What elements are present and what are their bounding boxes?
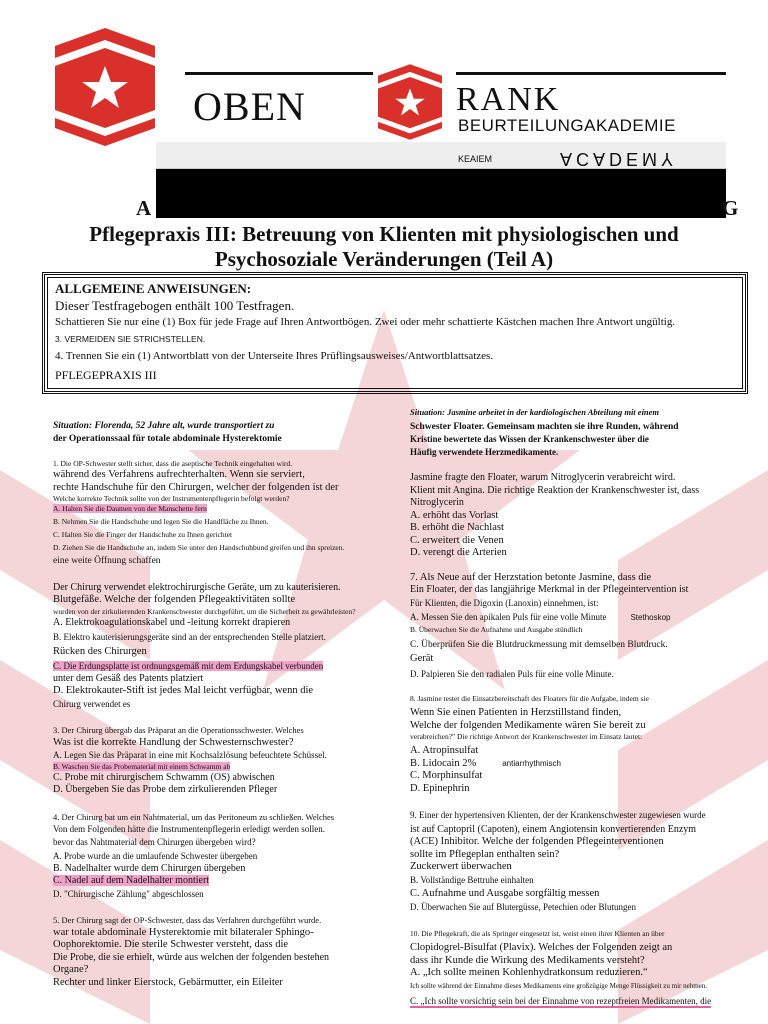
q1-option-b: B. Nehmen Sie die Handschuhe und legen Sie die Handfläche zu Ihnen. xyxy=(53,517,269,526)
q6-option-b: B. erhöht die Nachlast xyxy=(410,522,504,533)
q8-option-a: A. Atropinsulfat xyxy=(410,745,479,756)
q5-option-a: Rechter und linker Eierstock, Gebärmutter, ein Eileiter xyxy=(53,976,283,988)
q7-option-c: C. Überprüfen Sie die Blutdruckmessung mit demselben Blutdruck. xyxy=(410,639,668,650)
q9-option-c: C. Aufnahme und Ausgabe sorgfältig messen xyxy=(410,888,600,899)
situation-2-line1: Situation: Jasmine arbeitet in der kardiologischen Abteilung mit einem xyxy=(410,407,660,417)
instructions-line5: PFLEGEPRAXIS III xyxy=(55,368,157,382)
instructions-line2: Schattieren Sie nur eine (1) Box für jede Frage auf Ihren Antwortbögen. Zwei oder mehr schattierte Kästchen machen Ihre Antwort ungültig. xyxy=(55,316,676,328)
q9-stem-line3: (ACE) Inhibitor. Welche der folgenden Pflegeinterventionen xyxy=(410,836,664,847)
answer-highlight: B. Waschen Sie das Probematerial mit einem Schwamm ab xyxy=(53,761,231,771)
q8-option-c: C. Morphinsulfat xyxy=(410,770,483,781)
q3-option-a: A. Legen Sie das Präparat in eine mit Kochsalzlösung befeuchtete Schüssel. xyxy=(53,750,327,760)
q2-option-b: B. Elektro kauterisierungsgeräte sind an der entsprechenden Stelle platziert. xyxy=(53,632,326,642)
q1-option-c: C. Halten Sie die Finger der Handschuhe zu Ihnen gerichtet xyxy=(53,530,233,539)
q7-stem-line3: Für Klienten, die Digoxin (Lanoxin) einnehmen, ist: xyxy=(410,597,599,608)
q5-stem-line5: Organe? xyxy=(53,964,89,975)
q4-option-b: B. Nadelhalter wurde dem Chirurgen übergeben xyxy=(53,862,246,874)
q3-stem-line2: Was ist die korrekte Handlung der Schwesternschwester? xyxy=(53,736,294,748)
situation-2-line3: Kristine bewertete das Wissen der Krankenschwester über die xyxy=(410,434,649,444)
chevron-star-logo-right xyxy=(378,64,442,140)
q6-option-a: A. erhöht das Vorlast xyxy=(410,509,499,521)
q10-stem-line2: Clopidogrel-Bisulfat (Plavix). Welches der Folgenden zeigt an xyxy=(410,942,673,953)
q7-option-c-cont: Gerät xyxy=(410,653,434,664)
q10-stem-line3: dass ihr Kunde die Wirkung des Medikaments versteht? xyxy=(410,954,645,966)
q5-stem-line2: war totale abdominale Hysterektomie mit bilateraler Sphingo- xyxy=(53,926,314,938)
instructions-line1: Dieser Testfragebogen enthält 100 Testfragen. xyxy=(55,298,295,313)
situation-1-line2: der Operationssaal für totale abdominale Hysterektomie xyxy=(53,433,282,444)
q2-stem-line1: Der Chirurg verwendet elektrochirurgische Geräte, um zu kauterisieren. xyxy=(53,581,341,593)
q8-stem-line2: Wenn Sie einen Patienten in Herzstillstand finden, xyxy=(410,707,622,718)
q4-stem-line3: bevor das Nahtmaterial dem Chirurgen übergeben wird? xyxy=(53,836,256,847)
q9-option-d: D. Überwachen Sie auf Blutergüsse, Petechien oder Blutungen xyxy=(410,901,637,912)
q7-option-a xyxy=(410,611,722,625)
q10-option-c xyxy=(410,995,722,1008)
q1-stem-line4: Welche korrekte Technik sollte von der Instrumentenpflegerin befolgt werden? xyxy=(53,494,290,503)
logo-text-right: RANK xyxy=(456,72,726,123)
q3-option-c: C. Probe mit chirurgischem Schwamm (OS) abwischen xyxy=(53,771,275,783)
q3-option-b xyxy=(53,762,363,772)
q10-option-a: A. „Ich sollte meinen Kohlenhydratkonsum reduzieren.“ xyxy=(410,967,648,978)
q8-option-d: D. Epinephrin xyxy=(410,782,470,794)
q6-stem-line2: Klient mit Angina. Die richtige Reaktion der Krankenschwester ist, dass xyxy=(410,484,700,496)
chevron-star-logo-left xyxy=(55,28,155,146)
q8-option-b-text: B. Lidocain 2% xyxy=(410,757,477,769)
q6-option-d: D. verengt die Arterien xyxy=(410,547,507,558)
small-label: KEAIEM xyxy=(458,154,493,164)
q2-stem-line2: Blutgefäße. Welche der folgenden Pflegeaktivitäten sollte xyxy=(53,594,296,605)
q4-stem-line1: 4. Der Chirurg bat um ein Nahtmaterial, um das Peritoneum zu schließen. Welches xyxy=(53,811,335,822)
logo-text-left: OBEN xyxy=(185,72,373,139)
q1-option-d: D. Ziehen Sie die Handschuhe an, indem Sie unter den Handschuhbund greifen und ihn spreizen. xyxy=(53,543,345,552)
q8-stem-line3: Welche der folgenden Medikamente wären Sie bereit zu xyxy=(410,719,646,731)
q1-option-a xyxy=(53,504,363,514)
q1-stem-line3: rechte Handschuhe für den Chirurgen, welcher der folgenden ist der xyxy=(53,481,339,493)
q4-option-c xyxy=(53,875,363,888)
q10-stem-line1: 10. Die Pflegekraft, die als Springer eingesetzt ist, weist einen ihrer Klienten an über xyxy=(410,929,665,938)
q2-option-d: D. Elektrokauter-Stift ist jedes Mal leicht verfügbar, wenn die xyxy=(53,685,314,696)
q9-stem-line1: 9. Einer der hypertensiven Klienten, der der Krankenschwester zugewiesen wurde xyxy=(410,810,706,820)
q7-option-b: B. Überwachen Sie die Aufnahme und Ausgabe stündlich xyxy=(410,624,583,634)
q2-option-a: A. Elektrokoagulationskabel und -leitung korrekt drapieren xyxy=(53,616,291,628)
answer-highlight: A. Halten Sie die Daumen von der Manschette fern xyxy=(53,504,207,513)
answer-underline: C. „Ich sollte vorsichtig sein bei der Einnahme von rezeptfreien Medikamenten, die xyxy=(410,996,712,1006)
situation-1-line1: Situation: Florenda, 52 Jahre alt, wurde transportiert zu xyxy=(53,421,275,431)
title-fragment-right: G xyxy=(722,196,739,220)
page-title-line2: Pflegepraxis III: Betreuung von Klienten mit physiologischen und xyxy=(89,222,679,246)
q6-option-c: C. erweitert die Venen xyxy=(410,534,504,546)
instructions-line4: 4. Trennen Sie ein (1) Antwortblatt von der Unterseite Ihres Prüflingsausweises/Antwortblattsatzes. xyxy=(55,350,494,362)
general-instructions-box xyxy=(42,272,748,394)
situation-2-line4: Häufig verwendete Herzmedikamente. xyxy=(410,446,559,457)
q5-stem-line3: Oophorektomie. Die sterile Schwester versteht, dass die xyxy=(53,939,289,950)
mirrored-academy-text: ACADEMY xyxy=(560,149,678,169)
answer-highlight: C. Die Erdungsplatte ist ordnungsgemäß mit dem Erdungskabel verbunden xyxy=(53,661,324,671)
title-fragment-left: A xyxy=(136,196,152,220)
q5-stem-line4: Die Probe, die sie erhielt, würde aus welchen der folgenden bestehen xyxy=(53,951,330,963)
q7-stem-line1: 7. Als Neue auf der Herzstation betonte Jasmine, dass die xyxy=(410,571,652,583)
q9-stem-line2: ist auf Captopril (Capoten), einem Angiotensin konvertierenden Enzym xyxy=(410,823,697,835)
q10-option-b: Ich sollte während der Einnahme dieses Medikaments eine großzügige Menge Flüssigkeit zu mir nehmen. xyxy=(410,981,708,990)
q9-option-b: B. Vollständige Bettruhe einhalten xyxy=(410,874,534,885)
page-title-line3: Psychosoziale Veränderungen (Teil A) xyxy=(214,247,554,271)
instructions-heading: ALLGEMEINE ANWEISUNGEN: xyxy=(55,281,252,296)
situation-2-line2: Schwester Floater. Gemeinsam machten sie ihre Runden, während xyxy=(410,421,679,432)
q2-stem-line3: wurden von der zirkulierenden Krankenschwester durchgeführt, um die Sicherheit zu gewährleisten? xyxy=(53,606,356,616)
q1-stem-line1: 1. Die OP-Schwester stellt sicher, dass die aseptische Technik eingehalten wird. xyxy=(53,459,293,468)
q4-option-a: A. Probe wurde an die umlaufende Schwester übergeben xyxy=(53,851,258,861)
q1-option-d-cont: eine weite Öffnung schaffen xyxy=(53,556,161,566)
instructions-line3: 3. VERMEIDEN SIE STRICHSTELLEN. xyxy=(55,334,206,344)
handwritten-note-antiarrhythmisch: antiarrhythmisch xyxy=(502,758,561,768)
handwritten-note-stethoskop: Stethoskop xyxy=(630,613,671,622)
q9-stem-line4: sollte im Pflegeplan enthalten sein? xyxy=(410,848,560,860)
q4-option-d: D. "Chirurgische Zählung" abgeschlossen xyxy=(53,888,204,899)
q6-stem-line3: Nitroglycerin xyxy=(410,497,464,508)
left-column xyxy=(53,420,363,989)
q9-option-a: Zuckerwert überwachen xyxy=(410,861,512,872)
q6-stem-line1: Jasmine fragte den Floater, warum Nitroglycerin verabreicht wird. xyxy=(410,472,676,483)
q7-stem-line2: Ein Floater, der das langjährige Merkmal in der Pflegeintervention ist xyxy=(410,584,689,595)
q8-option-b xyxy=(410,758,722,771)
q2-option-c-cont: unter dem Gesäß des Patents platziert xyxy=(53,672,204,684)
q2-option-d-cont: Chirurg verwendet es xyxy=(53,698,131,709)
q1-stem-line2: während des Verfahrens aufrechterhalten. Wenn sie serviert, xyxy=(53,469,305,480)
q7-option-a-text: A. Messen Sie den apikalen Puls für eine volle Minute xyxy=(410,612,607,622)
q2-option-b-cont: Rücken des Chirurgen xyxy=(53,645,147,657)
right-column xyxy=(410,406,722,1008)
q7-option-d: D. Palpieren Sie den radialen Puls für eine volle Minute. xyxy=(410,668,614,679)
q4-stem-line2: Von dem Folgenden hätte die Instrumentenpflegerin erledigt werden sollen. xyxy=(53,824,326,834)
q5-stem-line1: 5. Der Chirurg sagt der OP-Schwester, dass das Verfahren durchgeführt wurde. xyxy=(53,915,322,925)
q3-option-d: D. Übergeben Sie das Probe dem zirkulierenden Pfleger xyxy=(53,784,278,795)
akademie-subtitle: BEURTEILUNGAKADEMIE xyxy=(458,116,676,135)
q2-option-c xyxy=(53,660,363,673)
q8-stem-line1: 8. Jasmine testet die Einsatzbereitschaft des Floaters für die Aufgabe, indem sie xyxy=(410,694,649,703)
answer-highlight: C. Nadel auf dem Nadelhalter montiert xyxy=(53,875,210,886)
q3-stem-line1: 3. Der Chirurg übergab das Präparat an die Operationsschwester. Welches xyxy=(53,725,304,735)
q8-stem-line4: verabreichen?" Die richtige Antwort der Krankenschwester im Einsatz lautet: xyxy=(410,732,643,741)
